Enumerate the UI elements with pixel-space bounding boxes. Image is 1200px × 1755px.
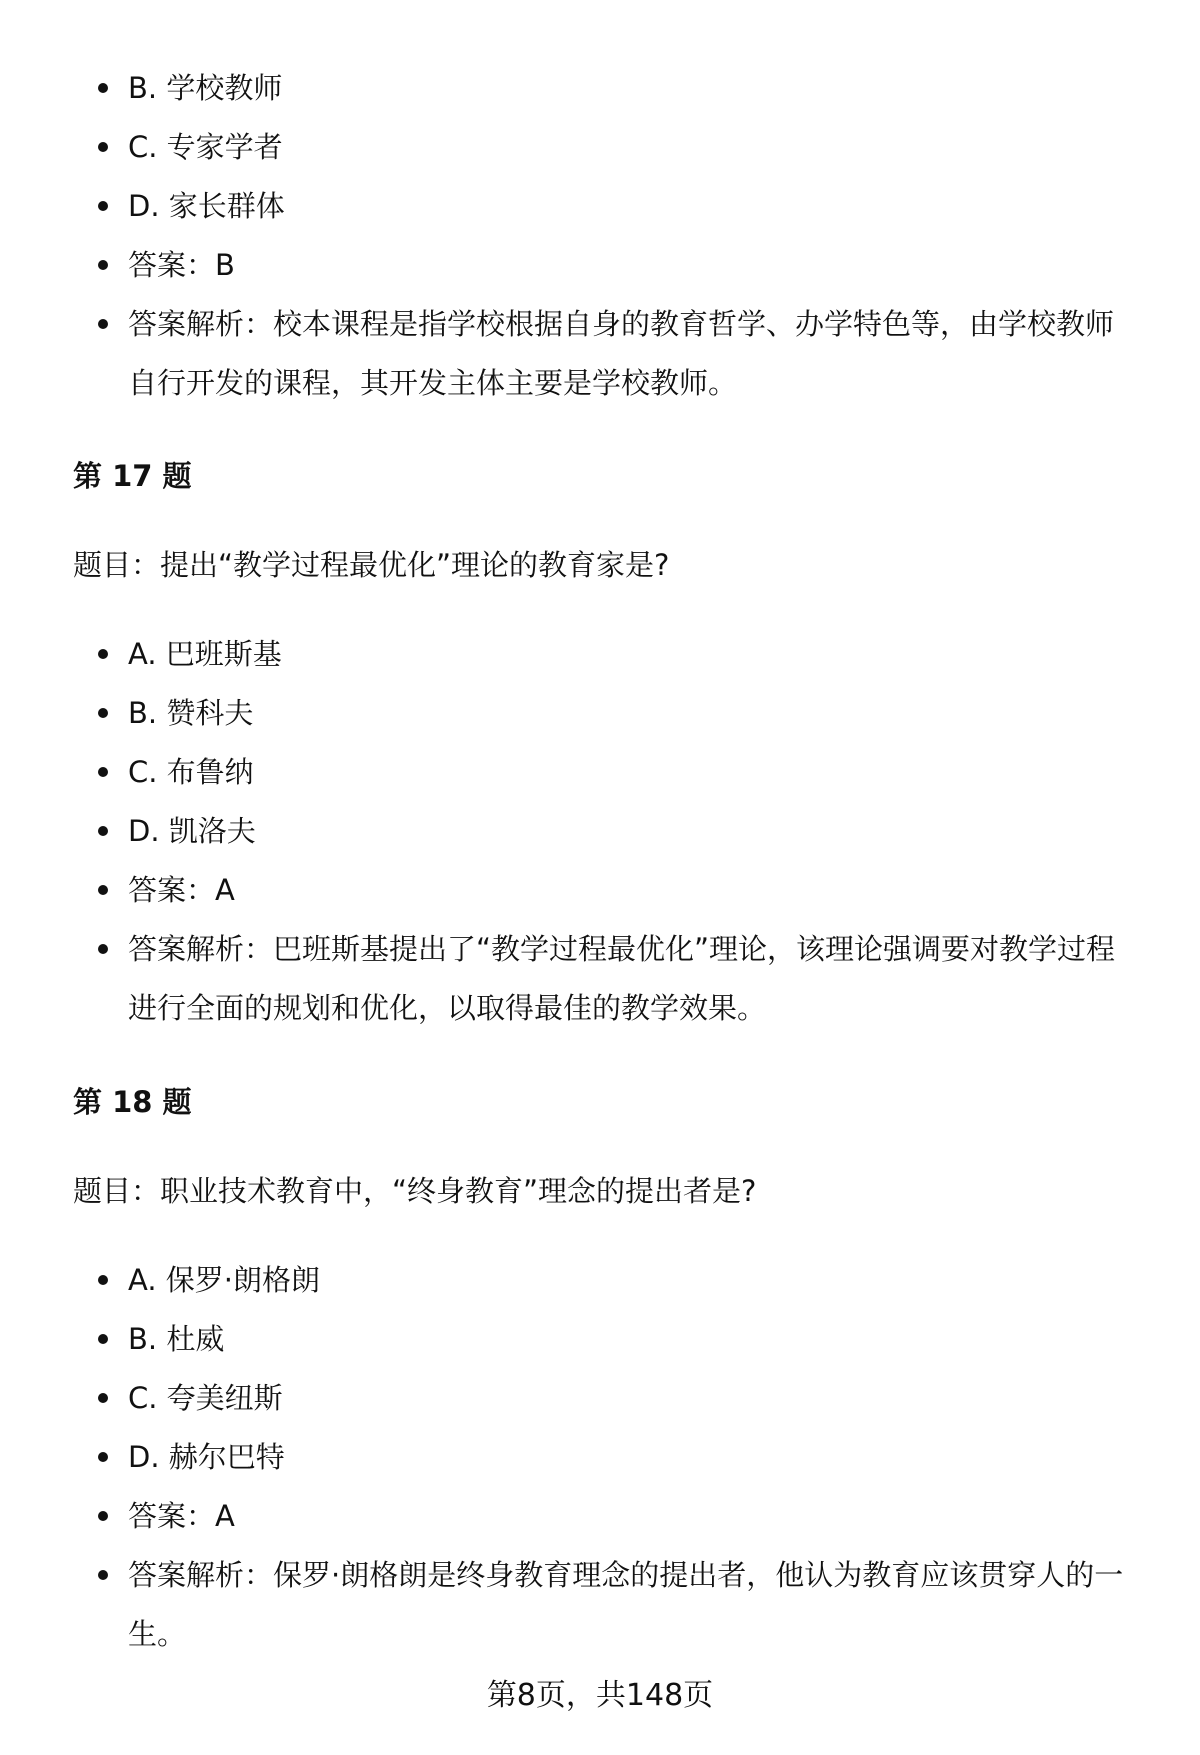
q18-question: 题目：职业技术教育中，“终身教育”理念的提出者是? [73,1174,757,1208]
q17-option-c: C. 布鲁纳 [0,743,1200,802]
q16-option-b: B. 学校教师 [0,59,1200,118]
q18-option-b: B. 杜威 [0,1310,1200,1369]
q18-option-list [0,1251,1200,1664]
q17-option-b: B. 赞科夫 [0,684,1200,743]
page-number: 第8页，共148页 [486,1678,714,1713]
q18-heading: 第 18 题 [73,1085,192,1119]
q18-option-a: A. 保罗·朗格朗 [0,1251,1200,1310]
q16-option-d: D. 家长群体 [0,177,1200,236]
q18-option-d: D. 赫尔巴特 [0,1428,1200,1487]
q18-answer: 答案：A [0,1487,1200,1546]
q17-option-a: A. 巴班斯基 [0,625,1200,684]
q17-heading: 第 17 题 [73,459,192,493]
q17-analysis: 答案解析：巴班斯基提出了“教学过程最优化”理论，该理论强调要对教学过程进行全面的规划和优化，以取得最佳的教学效果。 [0,920,1200,1038]
q17-option-list [0,625,1200,1038]
q16-answer: 答案：B [0,236,1200,295]
q16-option-list [0,59,1200,413]
q17-answer: 答案：A [0,861,1200,920]
q17-question: 题目：提出“教学过程最优化”理论的教育家是? [73,548,670,582]
q16-option-c: C. 专家学者 [0,118,1200,177]
q16-analysis: 答案解析：校本课程是指学校根据自身的教育哲学、办学特色等，由学校教师自行开发的课程，其开发主体主要是学校教师。 [0,295,1200,413]
q17-option-d: D. 凯洛夫 [0,802,1200,861]
q18-option-c: C. 夸美纽斯 [0,1369,1200,1428]
q18-analysis: 答案解析：保罗·朗格朗是终身教育理念的提出者，他认为教育应该贯穿人的一生。 [0,1546,1200,1664]
